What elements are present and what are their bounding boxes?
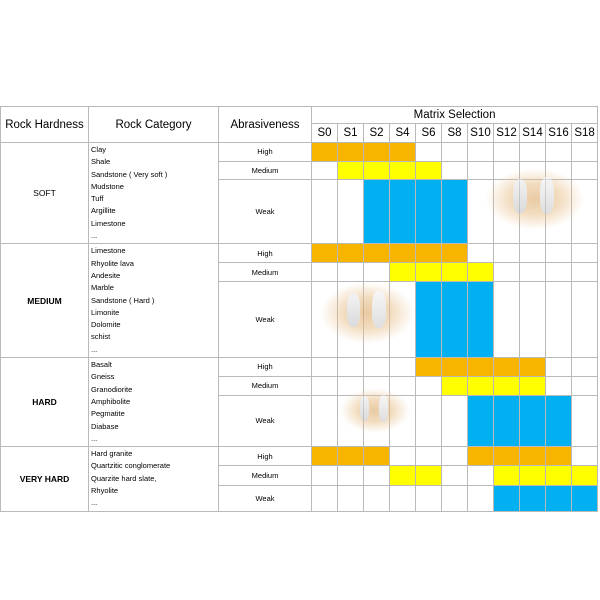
matrix-cell-s8 [442,447,468,466]
matrix-cell-s2 [364,485,390,511]
rock-category-item: Rhyolite [91,486,119,496]
matrix-cell-s0 [312,395,338,446]
matrix-cell-s18 [572,485,598,511]
matrix-cell-s10 [468,466,494,485]
matrix-cell-s16 [546,485,572,511]
abrasiveness-cell: Medium [219,161,312,180]
matrix-selection-header: Matrix Selection [312,107,598,124]
matrix-cell-s6 [416,485,442,511]
matrix-cell-s18 [572,161,598,180]
matrix-cell-s14 [520,263,546,282]
rock-category-item: Andesite [91,270,121,280]
matrix-cell-s4 [390,244,416,263]
matrix-cell-s0 [312,244,338,263]
matrix-cell-s16 [546,447,572,466]
matrix-cell-s2 [364,281,390,357]
rock-hardness-cell: MEDIUM [1,244,89,358]
matrix-column-s8: S8 [442,124,468,143]
matrix-cell-s1 [338,180,364,244]
matrix-cell-s4 [390,180,416,244]
matrix-cell-s8 [442,466,468,485]
matrix-cell-s18 [572,376,598,395]
rock-category-item: ... [91,344,98,354]
matrix-cell-s14 [520,161,546,180]
matrix-cell-s0 [312,358,338,377]
matrix-cell-s8 [442,395,468,446]
matrix-cell-s14 [520,180,546,244]
matrix-cell-s10 [468,447,494,466]
matrix-cell-s18 [572,395,598,446]
rock-category-item: Basalt [91,360,112,370]
matrix-cell-s1 [338,244,364,263]
matrix-cell-s8 [442,485,468,511]
matrix-cell-s1 [338,358,364,377]
matrix-cell-s12 [494,485,520,511]
rock-category-header: Rock Category [89,107,219,143]
matrix-cell-s4 [390,358,416,377]
rock-category-item: Argillite [91,206,116,216]
matrix-cell-s2 [364,447,390,466]
matrix-selection-table [0,106,598,512]
matrix-cell-s1 [338,161,364,180]
matrix-cell-s4 [390,376,416,395]
matrix-cell-s16 [546,180,572,244]
matrix-column-s14: S14 [520,124,546,143]
matrix-column-s16: S16 [546,124,572,143]
matrix-cell-s16 [546,358,572,377]
matrix-cell-s10 [468,376,494,395]
matrix-cell-s1 [338,281,364,357]
matrix-cell-s16 [546,395,572,446]
rock-category-item: Limestone [91,246,126,256]
matrix-column-s18: S18 [572,124,598,143]
table-header [1,107,598,143]
abrasiveness-cell: Weak [219,180,312,244]
matrix-cell-s14 [520,466,546,485]
matrix-cell-s10 [468,143,494,162]
abrasiveness-cell: High [219,447,312,466]
rock-category-item: ... [91,498,98,508]
rock-category-item: Pegmatite [91,409,125,419]
matrix-cell-s0 [312,447,338,466]
matrix-cell-s16 [546,263,572,282]
rock-category-item: Tuff [91,194,104,204]
matrix-cell-s18 [572,281,598,357]
matrix-cell-s18 [572,143,598,162]
matrix-cell-s16 [546,281,572,357]
rock-category-item: Limonite [91,307,120,317]
matrix-cell-s6 [416,466,442,485]
matrix-cell-s4 [390,281,416,357]
rock-category-item: Gneiss [91,372,115,382]
matrix-cell-s2 [364,143,390,162]
rock-category-item: Dolomite [91,320,121,330]
rock-hardness-header: Rock Hardness [1,107,89,143]
matrix-cell-s2 [364,466,390,485]
rock-category-item: Marble [91,283,114,293]
matrix-cell-s12 [494,281,520,357]
table-body [1,143,598,512]
matrix-cell-s0 [312,180,338,244]
matrix-cell-s16 [546,466,572,485]
matrix-column-s1: S1 [338,124,364,143]
abrasiveness-cell: Weak [219,485,312,511]
matrix-column-s12: S12 [494,124,520,143]
abrasiveness-cell: Medium [219,263,312,282]
matrix-cell-s8 [442,358,468,377]
rock-category-cell [89,358,219,447]
rock-category-item: Diabase [91,421,119,431]
matrix-cell-s4 [390,466,416,485]
matrix-cell-s12 [494,263,520,282]
rock-category-cell [89,244,219,358]
abrasiveness-cell: High [219,358,312,377]
matrix-cell-s0 [312,466,338,485]
matrix-cell-s2 [364,358,390,377]
matrix-cell-s12 [494,161,520,180]
matrix-cell-s4 [390,447,416,466]
matrix-cell-s0 [312,143,338,162]
matrix-cell-s6 [416,143,442,162]
matrix-cell-s10 [468,485,494,511]
rock-category-item: Sandstone ( Hard ) [91,295,155,305]
matrix-cell-s0 [312,263,338,282]
matrix-cell-s1 [338,376,364,395]
table-row [1,143,598,162]
matrix-cell-s16 [546,376,572,395]
matrix-cell-s8 [442,143,468,162]
rock-hardness-cell: VERY HARD [1,447,89,511]
matrix-cell-s10 [468,263,494,282]
matrix-cell-s2 [364,376,390,395]
matrix-cell-s6 [416,244,442,263]
matrix-cell-s12 [494,143,520,162]
matrix-column-s4: S4 [390,124,416,143]
rock-category-item: Rhyolite lava [91,258,134,268]
matrix-cell-s4 [390,485,416,511]
matrix-cell-s6 [416,395,442,446]
matrix-cell-s10 [468,395,494,446]
matrix-cell-s12 [494,376,520,395]
rock-category-item: Sandstone ( Very soft ) [91,169,168,179]
rock-category-item: schist [91,332,111,342]
matrix-cell-s12 [494,466,520,485]
matrix-cell-s6 [416,161,442,180]
matrix-column-s0: S0 [312,124,338,143]
matrix-cell-s10 [468,281,494,357]
abrasiveness-cell: Medium [219,376,312,395]
matrix-cell-s1 [338,395,364,446]
abrasiveness-cell: Weak [219,395,312,446]
abrasiveness-cell: Weak [219,281,312,357]
matrix-cell-s18 [572,466,598,485]
matrix-cell-s14 [520,143,546,162]
matrix-cell-s6 [416,180,442,244]
matrix-cell-s10 [468,180,494,244]
matrix-cell-s14 [520,447,546,466]
matrix-cell-s18 [572,358,598,377]
matrix-cell-s6 [416,281,442,357]
matrix-cell-s12 [494,447,520,466]
matrix-cell-s6 [416,376,442,395]
matrix-cell-s2 [364,161,390,180]
matrix-cell-s2 [364,180,390,244]
rock-category-cell [89,447,219,511]
rock-hardness-cell: HARD [1,358,89,447]
matrix-cell-s2 [364,244,390,263]
matrix-cell-s10 [468,358,494,377]
matrix-cell-s1 [338,143,364,162]
abrasiveness-cell: Medium [219,466,312,485]
matrix-cell-s12 [494,244,520,263]
matrix-cell-s14 [520,376,546,395]
matrix-cell-s8 [442,376,468,395]
rock-category-item: Hard granite [91,449,133,459]
rock-category-item: Clay [91,145,107,154]
table-row [1,447,598,466]
matrix-cell-s0 [312,161,338,180]
matrix-cell-s6 [416,447,442,466]
matrix-cell-s16 [546,244,572,263]
rock-category-item: Quartzitic conglomerate [91,461,171,471]
matrix-cell-s4 [390,143,416,162]
matrix-cell-s8 [442,161,468,180]
matrix-cell-s2 [364,263,390,282]
rock-category-item: ... [91,433,98,443]
table-row [1,358,598,377]
rock-category-cell [89,143,219,244]
matrix-cell-s6 [416,263,442,282]
matrix-cell-s8 [442,244,468,263]
rock-category-item: Shale [91,157,111,167]
rock-category-item: ... [91,231,98,241]
matrix-cell-s12 [494,358,520,377]
matrix-cell-s10 [468,161,494,180]
matrix-cell-s1 [338,447,364,466]
matrix-cell-s4 [390,161,416,180]
table-row [1,244,598,263]
matrix-cell-s18 [572,447,598,466]
abrasiveness-cell: High [219,244,312,263]
matrix-cell-s4 [390,263,416,282]
matrix-cell-s0 [312,485,338,511]
rock-category-item: Amphibolite [91,396,131,406]
matrix-cell-s14 [520,395,546,446]
matrix-cell-s14 [520,244,546,263]
matrix-cell-s6 [416,358,442,377]
matrix-cell-s14 [520,281,546,357]
rock-category-item: Limestone [91,218,126,228]
matrix-cell-s0 [312,281,338,357]
matrix-cell-s10 [468,244,494,263]
matrix-cell-s4 [390,395,416,446]
matrix-column-s6: S6 [416,124,442,143]
matrix-cell-s12 [494,395,520,446]
matrix-cell-s1 [338,263,364,282]
matrix-cell-s14 [520,358,546,377]
matrix-cell-s12 [494,180,520,244]
matrix-cell-s18 [572,244,598,263]
matrix-cell-s8 [442,281,468,357]
matrix-cell-s16 [546,143,572,162]
matrix-cell-s18 [572,263,598,282]
matrix-cell-s2 [364,395,390,446]
rock-category-item: Quarzite hard slate, [91,473,157,483]
abrasiveness-header: Abrasiveness [219,107,312,143]
matrix-cell-s16 [546,161,572,180]
matrix-column-s2: S2 [364,124,390,143]
matrix-cell-s1 [338,485,364,511]
matrix-cell-s1 [338,466,364,485]
matrix-cell-s14 [520,485,546,511]
matrix-cell-s8 [442,263,468,282]
rock-category-item: Granodiorite [91,384,133,394]
matrix-cell-s18 [572,180,598,244]
matrix-cell-s8 [442,180,468,244]
matrix-column-s10: S10 [468,124,494,143]
abrasiveness-cell: High [219,143,312,162]
rock-category-item: Mudstone [91,181,124,191]
rock-hardness-cell: SOFT [1,143,89,244]
matrix-cell-s0 [312,376,338,395]
